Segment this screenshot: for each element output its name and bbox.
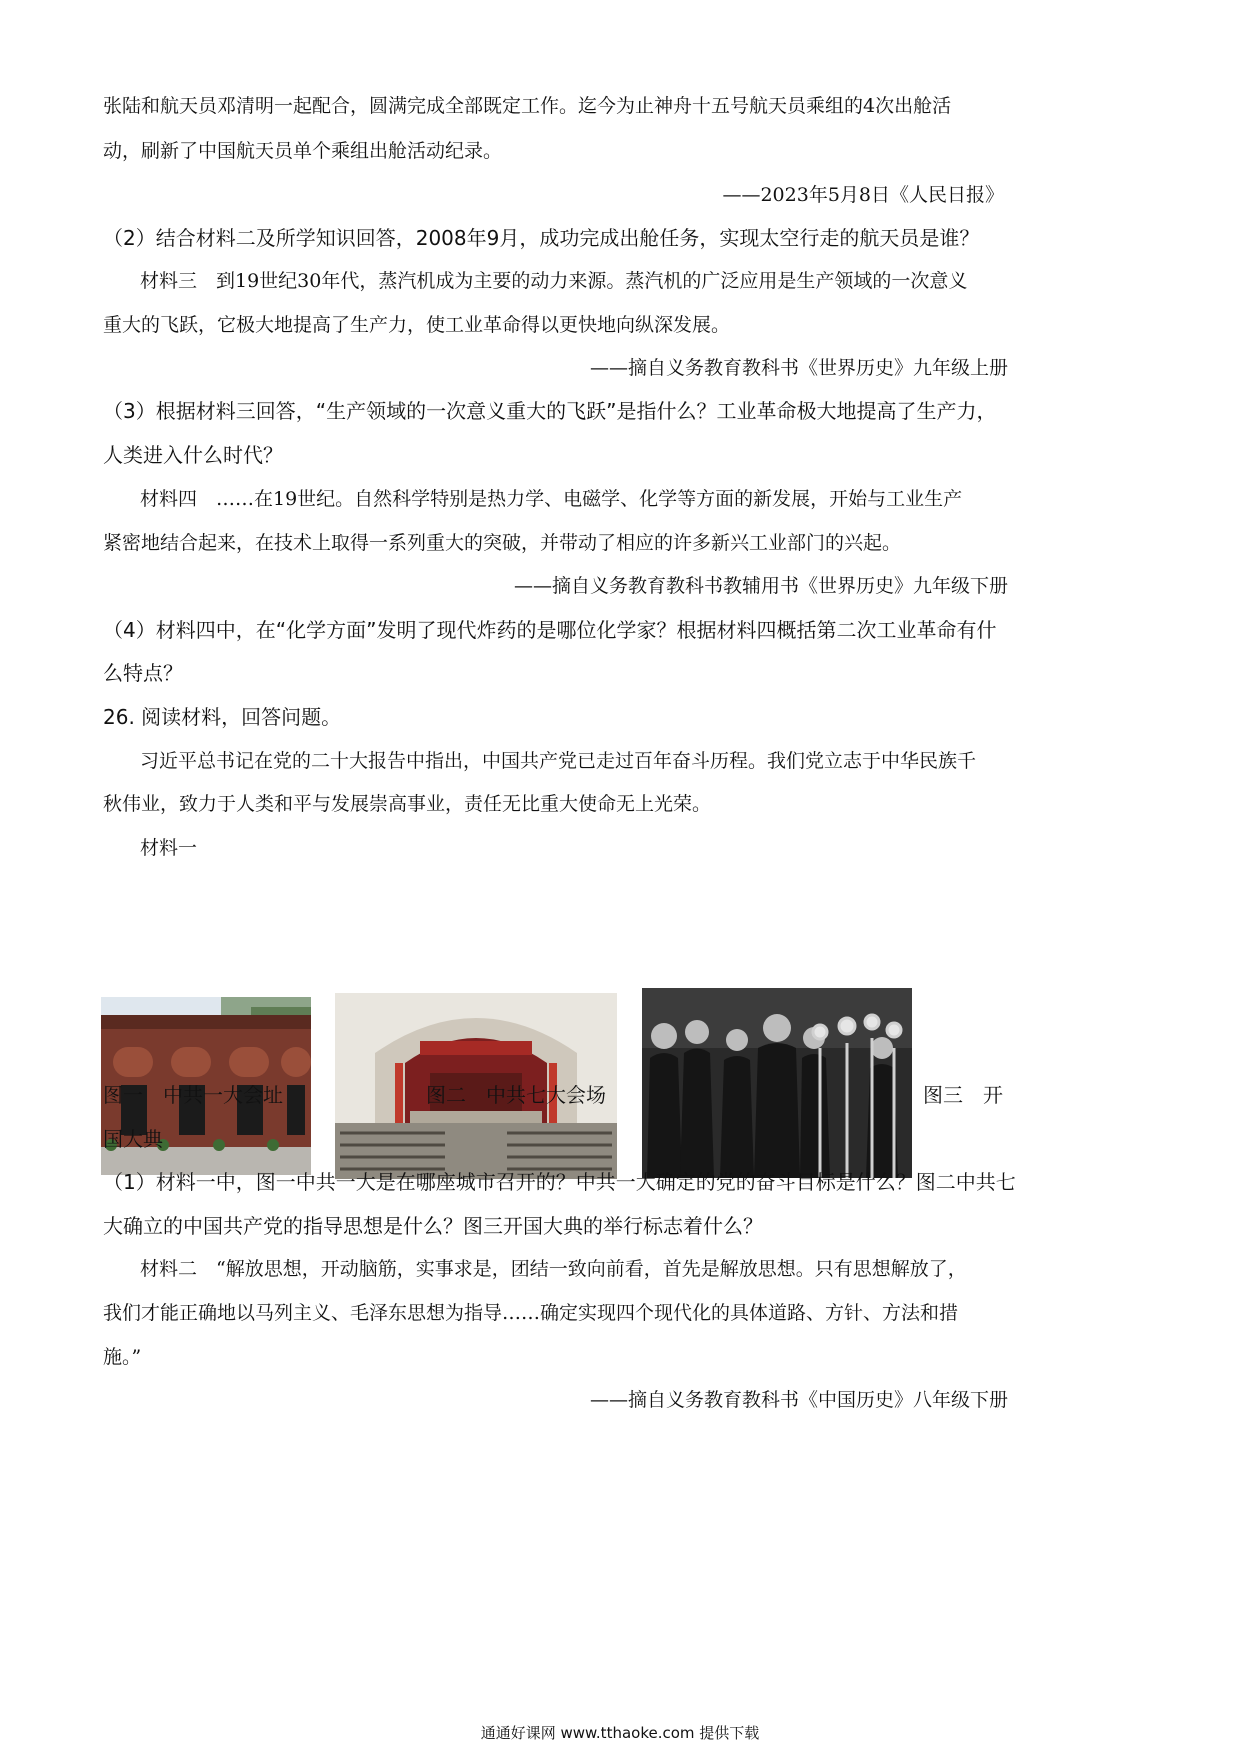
text-line: 人类进入什么时代？ [103, 443, 283, 467]
material-2-text: 材料二 “解放思想，开动脑筋，实事求是，团结一致向前看，首先是解放思想。只有思想解放了， [140, 1258, 967, 1280]
figure-3-caption: 图三 开 [923, 1083, 1003, 1107]
question-2: （2）结合材料二及所学知识回答，2008年9月，成功完成出舱任务，实现太空行走的航天员是谁？ [103, 226, 980, 250]
text-line: 重大的飞跃，它极大地提高了生产力，使工业革命得以更快地向纵深发展。 [103, 314, 731, 336]
text-line: 张陆和航天员邓清明一起配合，圆满完成全部既定工作。迄今为止神舟十五号航天员乘组的4次出舱活 [103, 95, 952, 117]
material-1-label: 材料一 [140, 837, 198, 859]
text-line: 施。” [103, 1346, 142, 1368]
page-footer: 通通好课网 www.tthaoke.com 提供下载 [480, 1724, 760, 1742]
question-3: （3）根据材料三回答，“生产领域的一次意义重大的飞跃”是指什么？工业革命极大地提高了生产力， [103, 399, 997, 423]
question-4: （4）材料四中，在“化学方面”发明了现代炸药的是哪位化学家？根据材料四概括第二次工业革命有什 [103, 618, 997, 642]
source-citation: ——摘自义务教育教科书教辅用书《世界历史》九年级下册 [513, 575, 1008, 597]
material-4-text: 材料四 ……在19世纪。自然科学特别是热力学、电磁学、化学等方面的新发展，开始与工业生产 [140, 488, 963, 510]
figure-1-caption: 图一 中共一大会址 [103, 1083, 283, 1107]
figure-2-caption: 图二 中共七大会场 [426, 1083, 606, 1107]
material-3-text: 材料三 到19世纪30年代，蒸汽机成为主要的动力来源。蒸汽机的广泛应用是生产领域的一次意义 [140, 270, 968, 292]
question-26-title: 26. 阅读材料，回答问题。 [103, 705, 342, 729]
text-line: 大确立的中国共产党的指导思想是什么？图三开国大典的举行标志着什么？ [103, 1214, 763, 1238]
source-citation: ——摘自义务教育教科书《中国历史》八年级下册 [589, 1389, 1008, 1411]
text-line: 我们才能正确地以马列主义、毛泽东思想为指导……确定实现四个现代化的具体道路、方针、方法和措 [103, 1302, 959, 1324]
text-line: 么特点？ [103, 661, 183, 685]
source-citation: ——摘自义务教育教科书《世界历史》九年级上册 [589, 357, 1008, 379]
source-citation: ——2023年5月8日《人民日报》 [722, 184, 1004, 206]
question-26-1: （1）材料一中，图一中共一大是在哪座城市召开的？中共一大确定的党的奋斗目标是什么？图二中共七 [103, 1170, 1016, 1194]
intro-text: 习近平总书记在党的二十大报告中指出，中国共产党已走过百年奋斗历程。我们党立志于中华民族千 [140, 750, 977, 772]
figure-3-caption-cont: 国大典 [103, 1127, 163, 1151]
text-line: 紧密地结合起来，在技术上取得一系列重大的突破，并带动了相应的许多新兴工业部门的兴起。 [103, 532, 902, 554]
text-line: 秋伟业，致力于人类和平与发展崇高事业，责任无比重大使命无上光荣。 [103, 793, 712, 815]
text-line: 动，刷新了中国航天员单个乘组出舱活动纪录。 [103, 140, 503, 162]
figure-3-photo [642, 988, 912, 1178]
